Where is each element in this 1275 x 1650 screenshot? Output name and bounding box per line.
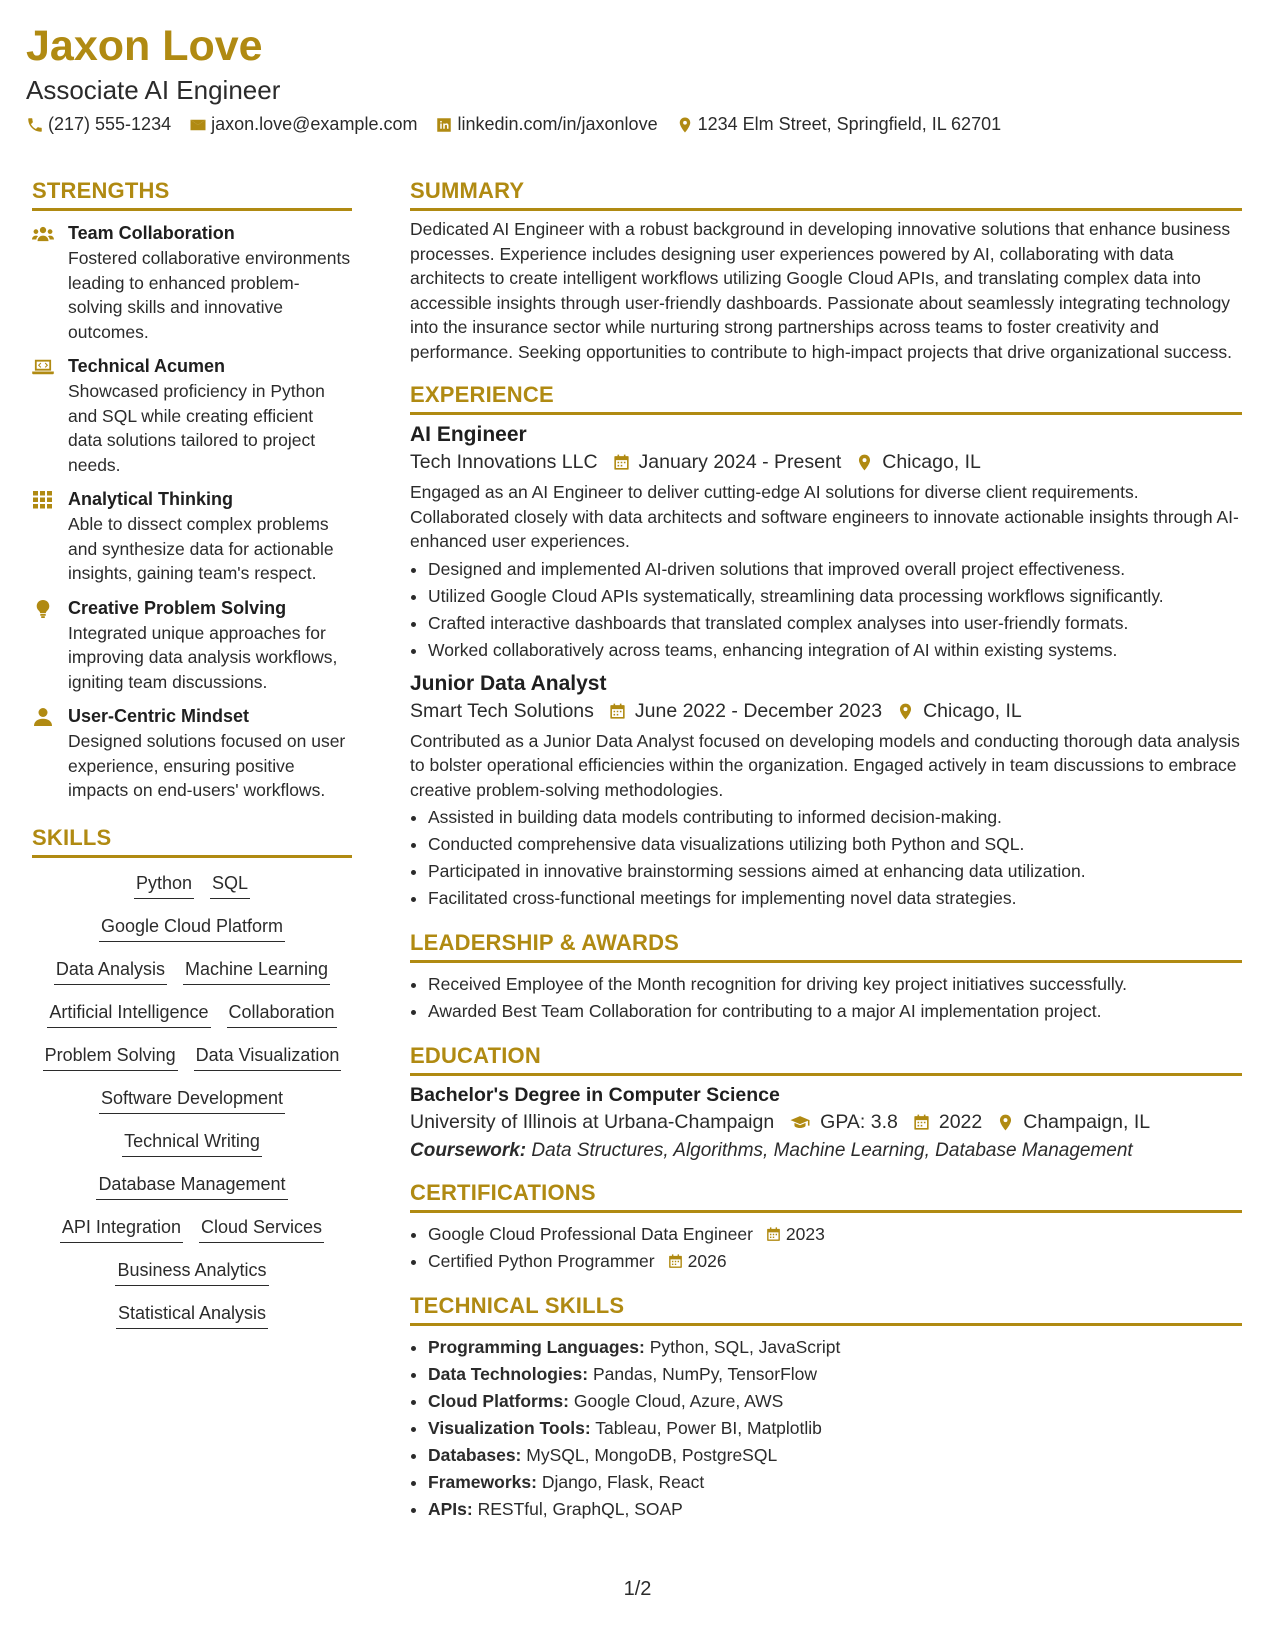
candidate-role: Associate AI Engineer — [26, 75, 281, 105]
skill-tag: Technical Writing — [122, 1130, 262, 1157]
strength-desc: Fostered collaborative environments leading to enhanced problem-solving skills and innovative outcomes. — [68, 248, 351, 342]
leadership-section — [410, 930, 1242, 1025]
list-item: • Facilitated cross-functional meetings for implementing novel data strategies. — [428, 885, 1242, 912]
strength-title: Analytical Thinking — [68, 489, 234, 509]
location-icon — [855, 453, 874, 472]
skill-row — [32, 1259, 352, 1286]
coursework — [410, 1140, 1242, 1162]
contact-linkedin[interactable] — [435, 114, 657, 135]
job-location: Chicago, IL — [923, 699, 1022, 722]
technical-skills-heading: TECHNICAL SKILLS — [410, 1293, 1242, 1326]
skill-row — [32, 1087, 352, 1114]
degree-title: Bachelor's Degree in Computer Science — [410, 1084, 780, 1106]
skill-tag: Statistical Analysis — [116, 1302, 268, 1329]
technical-skills-list — [410, 1334, 1242, 1523]
calendar-icon — [912, 1113, 931, 1132]
leadership-list — [410, 971, 1242, 1025]
contact-phone-text: (217) 555-1234 — [48, 114, 172, 134]
skill-row — [32, 958, 352, 985]
skill-tag: Data Visualization — [194, 1044, 342, 1071]
experience-section — [410, 382, 1242, 912]
tech-skill-value: Pandas, NumPy, TensorFlow — [593, 1364, 818, 1384]
job-company: Tech Innovations LLC — [410, 451, 598, 473]
strength-item — [32, 489, 352, 586]
tech-skill-label: Frameworks: — [428, 1472, 537, 1492]
list-item — [428, 1469, 1242, 1496]
coursework-label: Coursework: — [410, 1140, 527, 1161]
tech-skill-value: RESTful, GraphQL, SOAP — [477, 1499, 683, 1519]
certifications-heading: CERTIFICATIONS — [410, 1180, 1242, 1213]
strengths-heading: STRENGTHS — [32, 178, 352, 211]
skills-heading: SKILLS — [32, 825, 352, 858]
cert-year: 2026 — [687, 1251, 727, 1271]
skill-tag: Database Management — [96, 1173, 287, 1200]
users-icon — [32, 225, 54, 243]
list-item: • Conducted comprehensive data visualizations utilizing both Python and SQL. — [428, 831, 1242, 858]
job-description: Contributed as a Junior Data Analyst focused on developing models and conducting thorough data analysis to bolster operational efficiencies within the organization. Engaged actively in team discussions to embrace creative problem-solving methodologies. — [410, 730, 1240, 800]
tech-skill-label: Databases: — [428, 1445, 522, 1465]
coursework-text: Data Structures, Algorithms, Machine Learning, Database Management — [531, 1140, 1133, 1161]
skills-section — [32, 825, 352, 1329]
job-title: Junior Data Analyst — [410, 671, 607, 695]
skill-tag: Business Analytics — [115, 1259, 268, 1286]
tech-skill-value: Django, Flask, React — [541, 1472, 705, 1492]
skill-tag: Problem Solving — [43, 1044, 178, 1071]
list-item — [428, 1248, 1242, 1275]
list-item — [428, 1388, 1242, 1415]
strength-item — [32, 223, 352, 344]
experience-heading: EXPERIENCE — [410, 382, 1242, 415]
candidate-name: Jaxon Love — [26, 22, 263, 70]
cert-year: 2023 — [785, 1224, 825, 1244]
tech-skill-label: Cloud Platforms: — [428, 1391, 569, 1411]
strength-desc: Designed solutions focused on user experience, ensuring positive impacts on end-users' workflows. — [68, 731, 346, 800]
strength-title: Team Collaboration — [68, 223, 235, 243]
skill-tag: Python — [134, 872, 194, 899]
grid-icon — [32, 491, 54, 509]
strength-desc: Showcased proficiency in Python and SQL while creating efficient data solutions tailored to project needs. — [68, 381, 325, 475]
location-icon — [996, 1113, 1015, 1132]
job-company: Smart Tech Solutions — [410, 699, 594, 722]
tech-skill-value: Tableau, Power BI, Matplotlib — [595, 1418, 822, 1438]
skill-tag: Artificial Intelligence — [47, 1001, 210, 1028]
tech-skill-value: MySQL, MongoDB, PostgreSQL — [526, 1445, 778, 1465]
user-icon — [32, 708, 54, 726]
job-location: Chicago, IL — [882, 451, 981, 473]
skills-list — [32, 872, 352, 1329]
list-item: • Crafted interactive dashboards that translated complex analyses into user-friendly formats. — [428, 610, 1242, 637]
right-column — [410, 178, 1242, 1523]
list-item: • Designed and implemented AI-driven solutions that improved overall project effectiveness. — [428, 556, 1242, 583]
job-dates: June 2022 - December 2023 — [634, 699, 883, 722]
list-item: • Utilized Google Cloud APIs systematically, streamlining data processing workflows significantly. — [428, 583, 1242, 610]
graduation-cap-icon — [788, 1113, 812, 1132]
tech-skill-label: Programming Languages: — [428, 1337, 645, 1357]
skill-tag: Machine Learning — [183, 958, 330, 985]
strength-item — [32, 356, 352, 477]
tech-skill-label: APIs: — [428, 1499, 473, 1519]
list-item: • Assisted in building data models contributing to informed decision-making. — [428, 804, 1242, 831]
contact-email[interactable] — [189, 114, 417, 135]
skill-row — [32, 1044, 352, 1071]
phone-icon — [26, 116, 44, 134]
tech-skill-value: Google Cloud, Azure, AWS — [573, 1391, 784, 1411]
strength-title: Technical Acumen — [68, 356, 226, 376]
strength-desc: Able to dissect complex problems and synthesize data for actionable insights, gaining team's respect. — [68, 514, 334, 583]
summary-text: Dedicated AI Engineer with a robust background in developing innovative solutions that enhance business processes. Experience includes designing user experiences powered by AI, collaborating with data architects to create intelligent workflows utilizing Google Cloud APIs, and translating complex data into accessible insights through user-friendly dashboards. Passionate about seamlessly integrating technology into the insurance sector while nurturing strong partnerships across teams to foster creativity and performance. Seeking opportunities to contribute to high-impact projects that drive organizational success. — [410, 219, 1232, 362]
strength-item — [32, 598, 352, 695]
education-year: 2022 — [938, 1111, 983, 1133]
job-title: AI Engineer — [410, 423, 527, 446]
skill-tag: Cloud Services — [199, 1216, 324, 1243]
certifications-section — [410, 1180, 1242, 1275]
strength-desc: Integrated unique approaches for improving data analysis workflows, igniting team discussions. — [68, 622, 338, 692]
skill-tag: Data Analysis — [54, 958, 167, 985]
leadership-heading: LEADERSHIP & AWARDS — [410, 930, 1242, 963]
strength-title: Creative Problem Solving — [68, 597, 287, 618]
skill-tag: SQL — [210, 872, 250, 899]
left-column — [32, 178, 352, 1345]
skill-row — [32, 915, 352, 942]
list-item — [428, 1442, 1242, 1469]
calendar-icon — [765, 1226, 782, 1243]
linkedin-icon — [435, 116, 453, 134]
contact-phone[interactable] — [26, 114, 171, 135]
tech-skill-label: Data Technologies: — [428, 1364, 589, 1384]
strength-item — [32, 706, 352, 803]
skill-row — [32, 1302, 352, 1329]
list-item — [428, 1361, 1242, 1388]
skill-row — [32, 1173, 352, 1200]
summary-section — [410, 178, 1242, 364]
contact-email-text: jaxon.love@example.com — [211, 114, 418, 134]
job-bullets — [410, 804, 1242, 912]
contact-address-text: 1234 Elm Street, Springfield, IL 62701 — [697, 114, 1002, 134]
cert-name: • Certified Python Programmer — [428, 1251, 655, 1271]
contact-address — [676, 114, 1002, 135]
skill-row — [32, 872, 352, 899]
job-meta — [410, 700, 1242, 723]
job-bullets — [410, 556, 1242, 664]
calendar-icon — [667, 1253, 684, 1270]
laptop-code-icon — [32, 358, 54, 376]
calendar-icon — [612, 453, 631, 472]
lightbulb-icon — [32, 600, 54, 618]
technical-skills-section — [410, 1293, 1242, 1523]
education-gpa: GPA: 3.8 — [820, 1111, 898, 1133]
list-item: • Participated in innovative brainstorming sessions aimed at enhancing data utilization. — [428, 858, 1242, 885]
skill-row — [32, 1001, 352, 1028]
summary-heading: SUMMARY — [410, 178, 1242, 211]
tech-skill-value: Python, SQL, JavaScript — [649, 1337, 841, 1357]
certifications-list — [410, 1221, 1242, 1275]
location-icon — [676, 116, 694, 134]
education-heading: EDUCATION — [410, 1043, 1242, 1076]
job-entry — [410, 423, 1242, 664]
education-section — [410, 1043, 1242, 1162]
calendar-icon — [608, 702, 627, 721]
skill-tag: API Integration — [60, 1216, 183, 1243]
list-item — [428, 1334, 1242, 1361]
job-description: Engaged as an AI Engineer to deliver cutting-edge AI solutions for diverse client requirements. Collaborated closely with data architects and software engineers to innovate actionable insights through AI-enhanced user experiences. — [410, 482, 1239, 551]
job-entry — [410, 672, 1242, 913]
strength-title: User-Centric Mindset — [68, 706, 250, 726]
contact-linkedin-text: linkedin.com/in/jaxonlove — [457, 114, 658, 134]
list-item — [428, 1221, 1242, 1248]
email-icon — [189, 116, 207, 134]
skill-row — [32, 1130, 352, 1157]
tech-skill-label: Visualization Tools: — [428, 1418, 591, 1438]
skill-tag: Collaboration — [227, 1001, 337, 1028]
skill-tag: Google Cloud Platform — [99, 915, 285, 942]
contact-bar — [26, 114, 1019, 135]
skill-row — [32, 1216, 352, 1243]
list-item: • Worked collaboratively across teams, enhancing integration of AI within existing systems. — [428, 637, 1242, 664]
list-item: • Awarded Best Team Collaboration for contributing to a major AI implementation project. — [428, 998, 1242, 1025]
list-item: • Received Employee of the Month recognition for driving key project initiatives successfully. — [428, 971, 1242, 998]
job-dates: January 2024 - Present — [638, 451, 842, 473]
job-meta — [410, 451, 1242, 474]
education-meta — [410, 1111, 1242, 1134]
location-icon — [896, 702, 915, 721]
education-location: Champaign, IL — [1023, 1111, 1151, 1133]
skill-tag: Software Development — [99, 1087, 285, 1114]
list-item — [428, 1496, 1242, 1523]
page-number: 1/2 — [623, 1578, 652, 1600]
list-item — [428, 1415, 1242, 1442]
cert-name: • Google Cloud Professional Data Engineer — [428, 1224, 753, 1244]
school-name: University of Illinois at Urbana-Champaign — [410, 1111, 775, 1133]
